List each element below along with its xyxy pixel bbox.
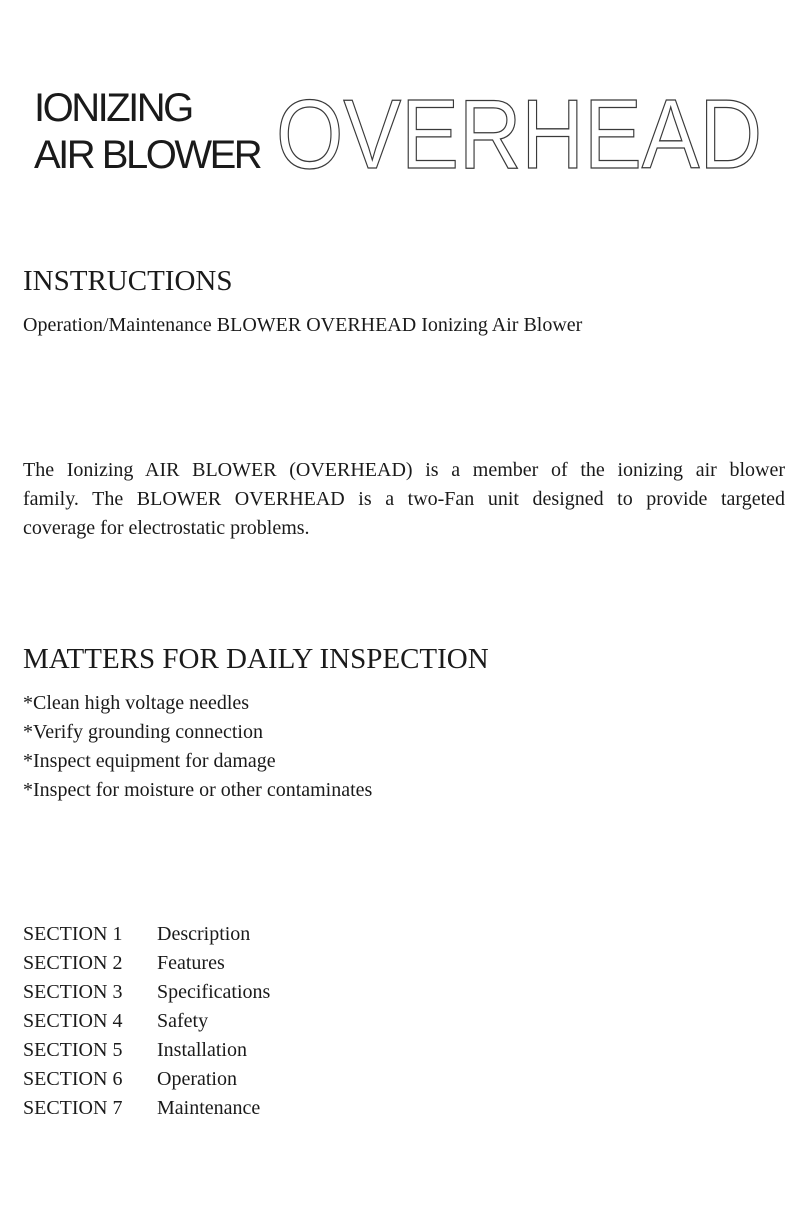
- list-item: *Inspect for moisture or other contaminates: [23, 779, 373, 801]
- section-number: SECTION 3: [23, 981, 123, 1003]
- inspection-list: [23, 689, 372, 805]
- section-entry: [23, 978, 270, 1007]
- section-title: Installation: [157, 1039, 247, 1061]
- intro-line-3: coverage for electrostatic problems.: [23, 517, 310, 539]
- section-number: SECTION 7: [23, 1097, 123, 1119]
- section-index: [23, 920, 270, 1123]
- section-number: SECTION 1: [23, 923, 123, 945]
- outline-title-logo: [276, 79, 766, 189]
- section-number: SECTION 6: [23, 1068, 123, 1090]
- inspection-heading: MATTERS FOR DAILY INSPECTION: [23, 643, 489, 675]
- list-item: *Inspect equipment for damage: [23, 750, 276, 772]
- brand-line-1: IONIZING: [34, 86, 192, 130]
- section-entry: [23, 949, 270, 978]
- section-entry: [23, 1065, 270, 1094]
- intro-line-1: The Ionizing AIR BLOWER (OVERHEAD) is a member of the ionizing air blower: [23, 459, 785, 481]
- section-entry: [23, 1036, 270, 1065]
- section-number: SECTION 4: [23, 1010, 123, 1032]
- section-number: SECTION 2: [23, 952, 123, 974]
- section-title: Description: [157, 923, 251, 945]
- section-title: Safety: [157, 1010, 209, 1032]
- section-number: SECTION 5: [23, 1039, 123, 1061]
- product-brand: [34, 85, 260, 179]
- section-entry: [23, 1007, 270, 1036]
- section-title: Specifications: [157, 981, 271, 1003]
- section-entry: [23, 920, 270, 949]
- section-title: Operation: [157, 1068, 237, 1090]
- section-entry: [23, 1094, 270, 1123]
- brand-line-2: AIR BLOWER: [34, 133, 261, 177]
- intro-line-2: family. The BLOWER OVERHEAD is a two-Fan unit designed to provide targeted: [23, 488, 785, 510]
- section-title: Maintenance: [157, 1097, 261, 1119]
- section-title: Features: [157, 952, 225, 974]
- list-item: *Verify grounding connection: [23, 721, 263, 743]
- outline-title-text: OVERHEAD: [276, 79, 762, 189]
- intro-paragraph: [23, 456, 785, 543]
- instructions-subtitle: Operation/Maintenance BLOWER OVERHEAD Ionizing Air Blower: [23, 314, 583, 336]
- instructions-heading: INSTRUCTIONS: [23, 265, 233, 297]
- list-item: *Clean high voltage needles: [23, 692, 250, 714]
